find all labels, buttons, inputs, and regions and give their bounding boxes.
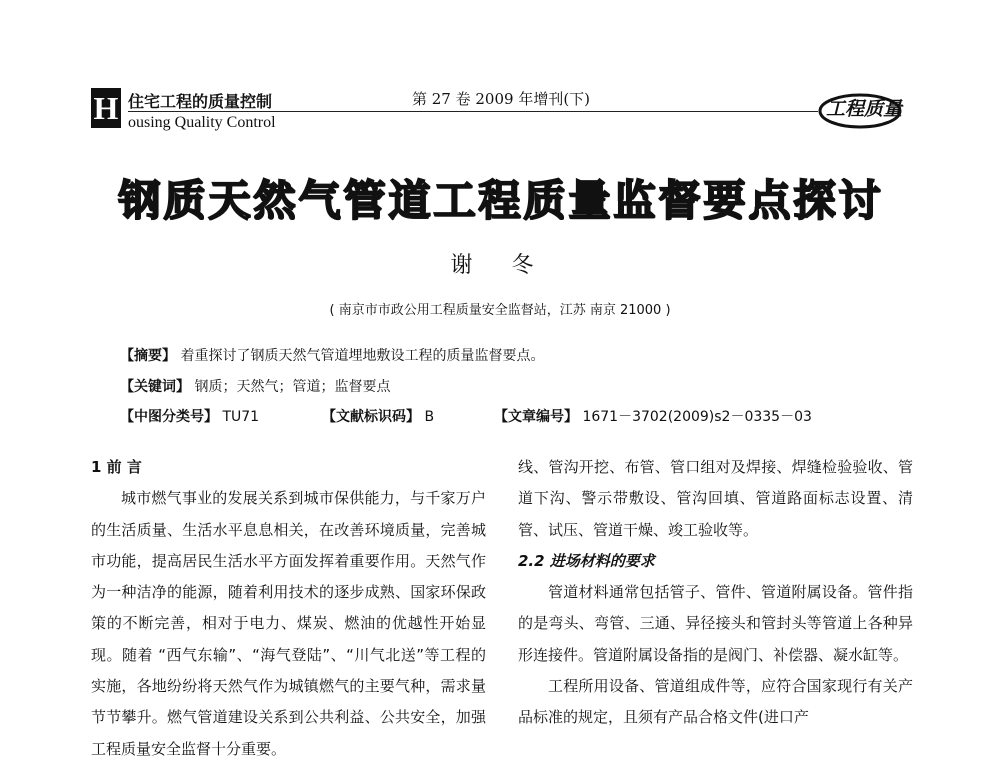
issue-label: 第 27 卷 2009 年增刊(下) bbox=[412, 90, 591, 108]
doc-code-line bbox=[322, 406, 434, 426]
clc-value: TU71 bbox=[222, 409, 260, 425]
journal-name-cn: 住宅工程的质量控制 bbox=[128, 92, 273, 111]
keywords-line bbox=[120, 376, 390, 396]
article-no-label: 【文章编号】 bbox=[494, 409, 578, 425]
right-column bbox=[518, 452, 913, 734]
abstract-line bbox=[120, 345, 544, 365]
article-no-value: 1671－3702(2009)s2－0335－03 bbox=[582, 409, 812, 425]
author-affiliation: ( 南京市市政公用工程质量安全监督站，江苏 南京 21000 ) bbox=[329, 303, 671, 318]
keywords-text: 钢质；天然气；管道；监督要点 bbox=[194, 379, 391, 395]
journal-name-en: ousing Quality Control bbox=[128, 114, 276, 131]
doc-code-label: 【文献标识码】 bbox=[322, 409, 420, 425]
article-no-line bbox=[494, 406, 812, 426]
abstract-text: 着重探讨了钢质天然气管道埋地敷设工程的质量监督要点。 bbox=[180, 348, 545, 364]
left-column bbox=[91, 452, 486, 765]
author-name: 谢 冬 bbox=[450, 253, 550, 278]
abstract-label: 【摘要】 bbox=[120, 348, 176, 364]
journal-logo bbox=[816, 87, 912, 131]
section-heading-intro: 1 前 言 bbox=[91, 458, 142, 476]
intro-paragraph: 城市燃气事业的发展关系到城市保供能力，与千家万户的生活质量、生活水平息息相关，在改善环境质量，完善城市功能，提高居民生活水平方面发挥着重要作用。天然气作为一种洁净的能源，随着利用技术的逐步成熟、国家环保政策的不断完善，相对于电力、煤炭、燃油的优越性开始显现。随着 “西气东输”、“海气登陆”、“川气北送”等工程的实施，各地纷纷将天然气作为城镇燃气的主要气种，需求量节节攀升。燃气管道建设关系到公共利益、公共安全，加强工程质量安全监督十分重要。 bbox=[91, 489, 486, 758]
materials-paragraph-2: 工程所用设备、管道组成件等，应符合国家现行有关产品标准的规定，且须有产品合格文件(进口产 bbox=[518, 677, 913, 727]
materials-paragraph-1: 管道材料通常包括管子、管件、管道附属设备。管件指的是弯头、弯管、三通、异径接头和管封头等管道上各种异形连接件。管道附属设备指的是阀门、补偿器、凝水缸等。 bbox=[518, 583, 913, 664]
header-rule bbox=[128, 111, 818, 112]
article-title: 钢质天然气管道工程质量监督要点探讨 bbox=[118, 176, 884, 225]
subsection-heading-materials: 2.2 进场材料的要求 bbox=[518, 551, 655, 570]
journal-badge: H bbox=[91, 88, 121, 128]
continued-paragraph: 线、管沟开挖、布管、管口组对及焊接、焊缝检验验收、管道下沟、警示带敷设、管沟回填、管道路面标志设置、清管、试压、管道干燥、竣工验收等。 bbox=[518, 458, 913, 539]
logo-text: 工程质量 bbox=[825, 98, 903, 120]
clc-line bbox=[120, 406, 259, 426]
doc-code-value: B bbox=[424, 409, 435, 425]
keywords-label: 【关键词】 bbox=[120, 379, 190, 395]
clc-label: 【中图分类号】 bbox=[120, 409, 218, 425]
